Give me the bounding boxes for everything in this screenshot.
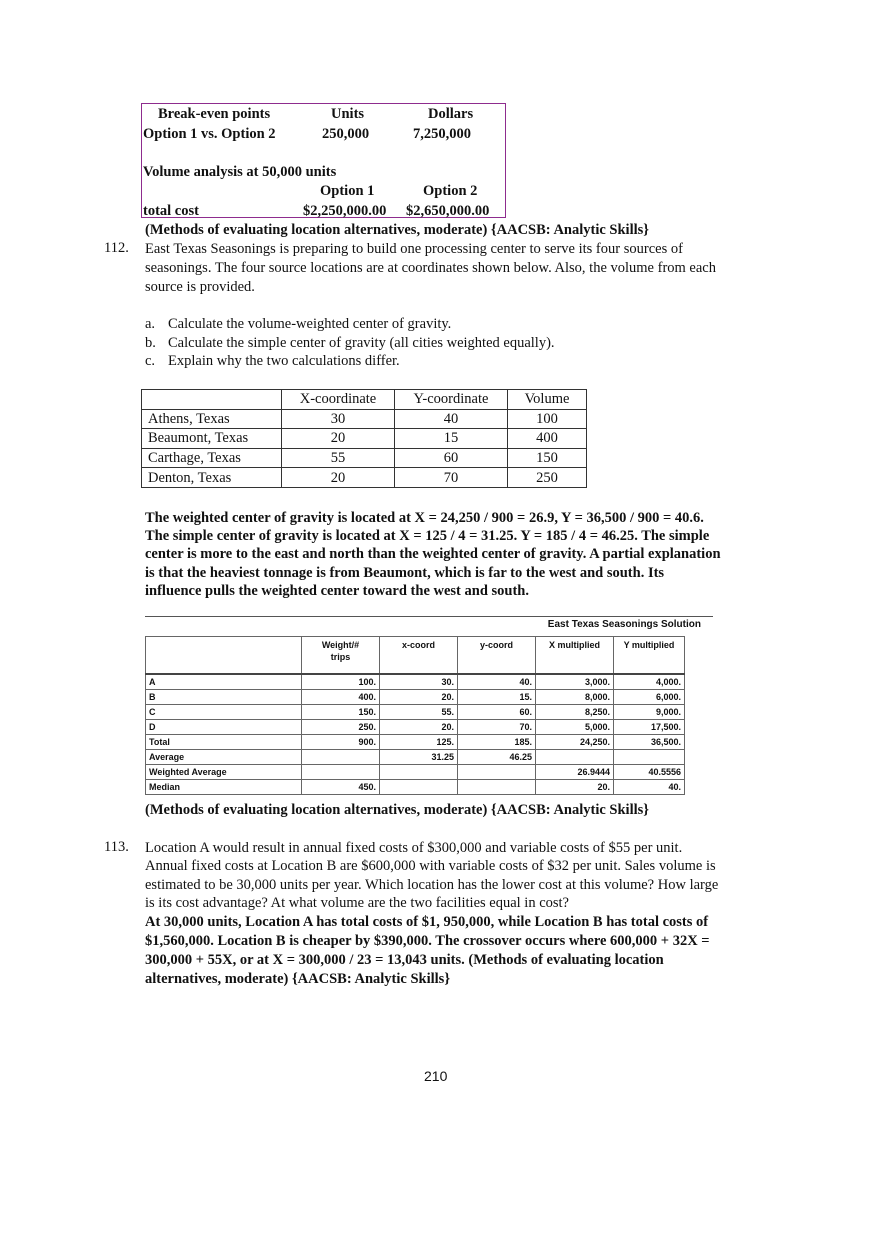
page-number: 210 — [424, 1068, 448, 1084]
table-header-cell: X-coordinate — [282, 390, 395, 410]
table-cell: 400 — [508, 429, 587, 449]
sheet-cell: 8,250. — [536, 705, 614, 720]
q113-number: 113. — [104, 839, 129, 855]
table-row — [142, 429, 587, 449]
sheet-cell: 6,000. — [614, 690, 685, 705]
sheet-row — [146, 720, 685, 735]
sheet-cell: 9,000. — [614, 705, 685, 720]
q112-item-a-mark: a. — [145, 316, 156, 332]
table-cell: Beaumont, Texas — [142, 429, 282, 449]
q112-text-2: seasonings. The four source locations are at coordinates shown below. Also, the volume from each — [145, 260, 716, 276]
coordinates-table — [141, 389, 587, 488]
sheet-cell: 450. — [302, 780, 380, 795]
table-cell: 250 — [508, 468, 587, 488]
sheet-cell: Average — [146, 750, 302, 765]
q113-text-1: Location A would result in annual fixed costs of $300,000 and variable costs of $55 per unit. — [145, 840, 683, 856]
sheet-header-cell: Y multiplied — [614, 637, 685, 675]
q112-item-c: Explain why the two calculations differ. — [168, 353, 400, 369]
breakeven-row-dollars: 7,250,000 — [413, 126, 471, 142]
sheet-cell: 250. — [302, 720, 380, 735]
table-cell: 150 — [508, 448, 587, 468]
sheet-cell: 40. — [614, 780, 685, 795]
sheet-cell: 5,000. — [536, 720, 614, 735]
sheet-cell — [380, 765, 458, 780]
q112-item-b-mark: b. — [145, 335, 156, 351]
sheet-cell: 20. — [536, 780, 614, 795]
sheet-cell: 46.25 — [458, 750, 536, 765]
sheet-cell: Total — [146, 735, 302, 750]
sheet-cell: 15. — [458, 690, 536, 705]
q112-answer-4: is that the heaviest tonnage is from Beaumont, which is far to the west and south. Its — [145, 565, 665, 581]
table-cell: 20 — [282, 429, 395, 449]
sheet-header-row — [146, 637, 685, 675]
table-cell: 40 — [395, 409, 508, 429]
sheet-cell: 4,000. — [614, 674, 685, 690]
breakeven-row-label: Option 1 vs. Option 2 — [143, 126, 276, 142]
method-note-2: (Methods of evaluating location alternatives, moderate) {AACSB: Analytic Skills} — [145, 802, 649, 818]
table-row — [142, 468, 587, 488]
q113-text-3: estimated to be 30,000 units per year. Which location has the lower cost at this volume? How large — [145, 877, 719, 893]
sheet-title: East Texas Seasonings Solution — [547, 619, 701, 630]
sheet-cell: 100. — [302, 674, 380, 690]
breakeven-header-label: Break-even points — [158, 106, 271, 122]
table-header-cell — [142, 390, 282, 410]
sheet-top-rule — [145, 616, 713, 617]
sheet-row — [146, 765, 685, 780]
table-cell: 70 — [395, 468, 508, 488]
sheet-row — [146, 735, 685, 750]
table-cell: 60 — [395, 448, 508, 468]
sheet-cell: 900. — [302, 735, 380, 750]
q113-text-4: is its cost advantage? At what volume are the two facilities equal in cost? — [145, 895, 569, 911]
table-cell: 100 — [508, 409, 587, 429]
sheet-header-cell: x-coord — [380, 637, 458, 675]
sheet-row — [146, 690, 685, 705]
q112-item-c-mark: c. — [145, 353, 156, 369]
sheet-cell: 60. — [458, 705, 536, 720]
volume-option1-header: Option 1 — [320, 183, 375, 199]
sheet-row — [146, 780, 685, 795]
sheet-header-cell: Weight/# trips — [302, 637, 380, 675]
volume-option2-header: Option 2 — [423, 183, 478, 199]
sheet-row — [146, 705, 685, 720]
sheet-cell — [614, 750, 685, 765]
sheet-cell: 70. — [458, 720, 536, 735]
q113-answer-2: $1,560,000. Location B is cheaper by $390,000. The crossover occurs where 600,000 + 32X = — [145, 933, 710, 949]
q112-item-a: Calculate the volume-weighted center of gravity. — [168, 316, 452, 332]
q112-answer-1: The weighted center of gravity is located at X = 24,250 / 900 = 26.9, Y = 36,500 / 900 = 40.6. — [145, 510, 704, 526]
total-cost-option1: $2,250,000.00 — [303, 203, 387, 219]
sheet-table — [145, 636, 685, 795]
table-header-cell: Y-coordinate — [395, 390, 508, 410]
q112-number: 112. — [104, 240, 129, 256]
sheet-cell: 40. — [458, 674, 536, 690]
sheet-cell — [458, 780, 536, 795]
sheet-header-cell: X multiplied — [536, 637, 614, 675]
q112-answer-5: influence pulls the weighted center toward the west and south. — [145, 583, 529, 599]
sheet-cell: 400. — [302, 690, 380, 705]
table-cell: 20 — [282, 468, 395, 488]
sheet-cell — [458, 765, 536, 780]
table-row — [142, 448, 587, 468]
table-cell: Athens, Texas — [142, 409, 282, 429]
q112-item-b: Calculate the simple center of gravity (all cities weighted equally). — [168, 335, 555, 351]
solution-spreadsheet — [145, 616, 713, 798]
sheet-cell: B — [146, 690, 302, 705]
breakeven-header-dollars: Dollars — [428, 106, 474, 122]
sheet-cell: A — [146, 674, 302, 690]
q113-answer-3: 300,000 + 55X, or at X = 300,000 / 23 = 13,043 units. (Methods of evaluating location — [145, 952, 664, 968]
total-cost-option2: $2,650,000.00 — [406, 203, 490, 219]
sheet-cell: 185. — [458, 735, 536, 750]
method-note-1: (Methods of evaluating location alternatives, moderate) {AACSB: Analytic Skills} — [145, 222, 649, 238]
sheet-cell — [536, 750, 614, 765]
sheet-header-cell — [146, 637, 302, 675]
sheet-cell: 8,000. — [536, 690, 614, 705]
sheet-header-cell: y-coord — [458, 637, 536, 675]
table-cell: Carthage, Texas — [142, 448, 282, 468]
sheet-cell: 3,000. — [536, 674, 614, 690]
sheet-cell: 24,250. — [536, 735, 614, 750]
sheet-cell: Weighted Average — [146, 765, 302, 780]
sheet-cell — [380, 780, 458, 795]
table-cell: 30 — [282, 409, 395, 429]
sheet-cell: 55. — [380, 705, 458, 720]
sheet-cell: 17,500. — [614, 720, 685, 735]
q112-text-3: source is provided. — [145, 279, 255, 295]
sheet-cell: 150. — [302, 705, 380, 720]
q113-answer-1: At 30,000 units, Location A has total costs of $1, 950,000, while Location B has total costs of — [145, 914, 709, 930]
sheet-row — [146, 750, 685, 765]
sheet-cell: D — [146, 720, 302, 735]
sheet-cell: 26.9444 — [536, 765, 614, 780]
sheet-cell — [302, 765, 380, 780]
q113-text-2: Annual fixed costs at Location B are $600,000 with variable costs of $32 per unit. Sales volume is — [145, 858, 716, 874]
sheet-cell: 31.25 — [380, 750, 458, 765]
sheet-cell: 125. — [380, 735, 458, 750]
sheet-cell: 36,500. — [614, 735, 685, 750]
breakeven-header-units: Units — [331, 106, 365, 122]
volume-analysis-title: Volume analysis at 50,000 units — [143, 164, 337, 180]
sheet-row — [146, 674, 685, 690]
sheet-cell: 40.5556 — [614, 765, 685, 780]
breakeven-row-units: 250,000 — [322, 126, 370, 142]
q112-answer-2: The simple center of gravity is located at X = 125 / 4 = 31.25. Y = 185 / 4 = 46.25. The simple — [145, 528, 710, 544]
q113-answer-4: alternatives, moderate) {AACSB: Analytic Skills} — [145, 971, 451, 987]
sheet-cell: 30. — [380, 674, 458, 690]
table-row — [142, 409, 587, 429]
sheet-cell: 20. — [380, 720, 458, 735]
table-cell: Denton, Texas — [142, 468, 282, 488]
table-cell: 55 — [282, 448, 395, 468]
table-cell: 15 — [395, 429, 508, 449]
sheet-cell: 20. — [380, 690, 458, 705]
total-cost-label: total cost — [143, 203, 199, 219]
q112-text-1: East Texas Seasonings is preparing to build one processing center to serve its four sources of — [145, 241, 683, 257]
sheet-cell — [302, 750, 380, 765]
table-header-row — [142, 390, 587, 410]
sheet-cell: C — [146, 705, 302, 720]
table-header-cell: Volume — [508, 390, 587, 410]
q112-answer-3: center is more to the east and north than the weighted center of gravity. A partial explanation — [145, 546, 721, 562]
sheet-cell: Median — [146, 780, 302, 795]
